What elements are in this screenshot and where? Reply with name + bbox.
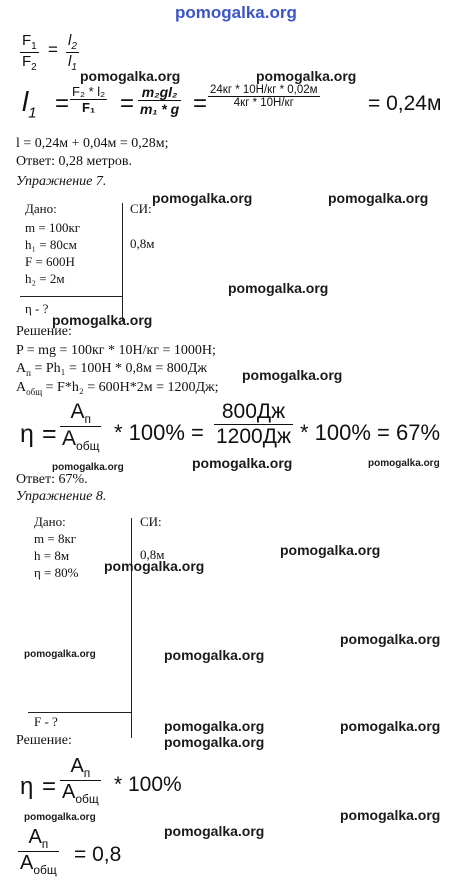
answer-6: Ответ: 0,28 метров. [16, 154, 132, 169]
given-8-title: Дано: [34, 514, 66, 529]
given-7-h2: h₂ = 2м [25, 271, 65, 286]
weight-line: P = mg = 100кг * 10Н/кг = 1000Н; [16, 343, 216, 358]
watermark: pomogalka.org [328, 190, 429, 206]
watermark: pomogalka.org [104, 558, 205, 574]
given-8-height-si: 0,8м [140, 547, 165, 562]
given-7-force: F = 600Н [25, 254, 75, 269]
given-7-divider [122, 203, 123, 321]
total-work-line: $A_{общ} = F*h_2 = 600Н*2м = 1200Дж$; [16, 380, 219, 397]
solution-7-heading: Решение: [16, 324, 72, 339]
l1-equals-2: = [120, 90, 135, 117]
watermark: pomogalka.org [80, 68, 181, 84]
eta-equals-8: = [42, 773, 57, 800]
eta-equals: = [42, 420, 57, 448]
watermark: pomogalka.org [152, 190, 253, 206]
lever-ratio-right: $l_2$ $l_1$ [68, 32, 77, 73]
given-8-height: h = 8м [34, 548, 70, 563]
given-8-si: СИ: [140, 514, 162, 529]
watermark: pomogalka.org [164, 647, 265, 663]
percent-mult-8: * 100% [114, 773, 182, 796]
watermark: pomogalka.org [242, 367, 343, 383]
l1-result: = 0,24м [368, 92, 442, 115]
watermark-top: pomogalka.org [175, 3, 297, 22]
given-8-divider [131, 518, 132, 738]
watermark: pomogalka.org [24, 649, 96, 660]
eta-symbol: η [20, 420, 34, 448]
solution-8-heading: Решение: [16, 733, 72, 748]
l1-symbol: $l_1$ [22, 86, 37, 122]
given-7-mass: m = 100кг [25, 220, 81, 235]
l1-fraction-forces: F₂ * l₂ F₁ [72, 84, 106, 115]
watermark: pomogalka.org [164, 823, 265, 839]
value-ratio-7: 800Дж 1200Дж [216, 400, 291, 448]
l1-fraction-masses: m₂gl₂ m₁ * g [140, 84, 180, 117]
work-ratio-7: $A_п$ $A_{общ}$ [62, 400, 100, 454]
given-8-mass: m = 8кг [34, 531, 77, 546]
given-7-h1-si: 0,8м [130, 236, 155, 251]
given-7-underline [20, 296, 123, 297]
watermark: pomogalka.org [192, 455, 293, 471]
given-7-h1: h₁ = 80см [25, 237, 77, 252]
given-7-find: η - ? [25, 301, 49, 316]
watermark: pomogalka.org [340, 631, 441, 647]
watermark: pomogalka.org [52, 462, 124, 473]
work-ratio-8: $A_п$ $A_{общ}$ [62, 755, 99, 806]
l-total-line: l = 0,24м + 0,04м = 0,28м; [16, 136, 169, 151]
ratio-result: = 0,8 [74, 843, 122, 866]
work-ratio-final: $A_п$ $A_{общ}$ [20, 826, 57, 877]
lever-ratio-left: $F_1$ $F_2$ [22, 32, 37, 73]
l1-equals: = [55, 90, 70, 117]
watermark: pomogalka.org [340, 807, 441, 823]
watermark: pomogalka.org [24, 812, 96, 823]
l1-fraction-values: 24кг * 10Н/кг * 0,02м 4кг * 10Н/кг [210, 84, 318, 109]
watermark: pomogalka.org [164, 734, 265, 750]
watermark: pomogalka.org [368, 458, 440, 469]
watermark: pomogalka.org [228, 280, 329, 296]
given-8-efficiency: η = 80% [34, 565, 79, 580]
watermark: pomogalka.org [340, 718, 441, 734]
eta-symbol-8: η [20, 773, 34, 800]
exercise-8-heading: Упражнение 8. [16, 489, 107, 504]
given-7-title: Дано: [25, 201, 57, 216]
percent-mult-7: * 100% = [114, 420, 204, 445]
watermark: pomogalka.org [256, 68, 357, 84]
efficiency-result-7: * 100% = 67% [300, 420, 441, 445]
l1-equals-3: = [193, 90, 208, 117]
given-8-underline [28, 712, 132, 713]
answer-7: Ответ: 67%. [16, 472, 88, 487]
watermark: pomogalka.org [280, 542, 381, 558]
useful-work-line: $A_п = Ph_1 = 100Н * 0,8м = 800Дж$ [16, 361, 207, 378]
watermark: pomogalka.org [52, 312, 153, 328]
lever-equals: = [48, 40, 58, 59]
given-7-si: СИ: [130, 201, 152, 216]
given-8-find: F - ? [34, 714, 58, 729]
exercise-7-heading: Упражнение 7. [16, 174, 107, 189]
watermark: pomogalka.org [164, 718, 265, 734]
